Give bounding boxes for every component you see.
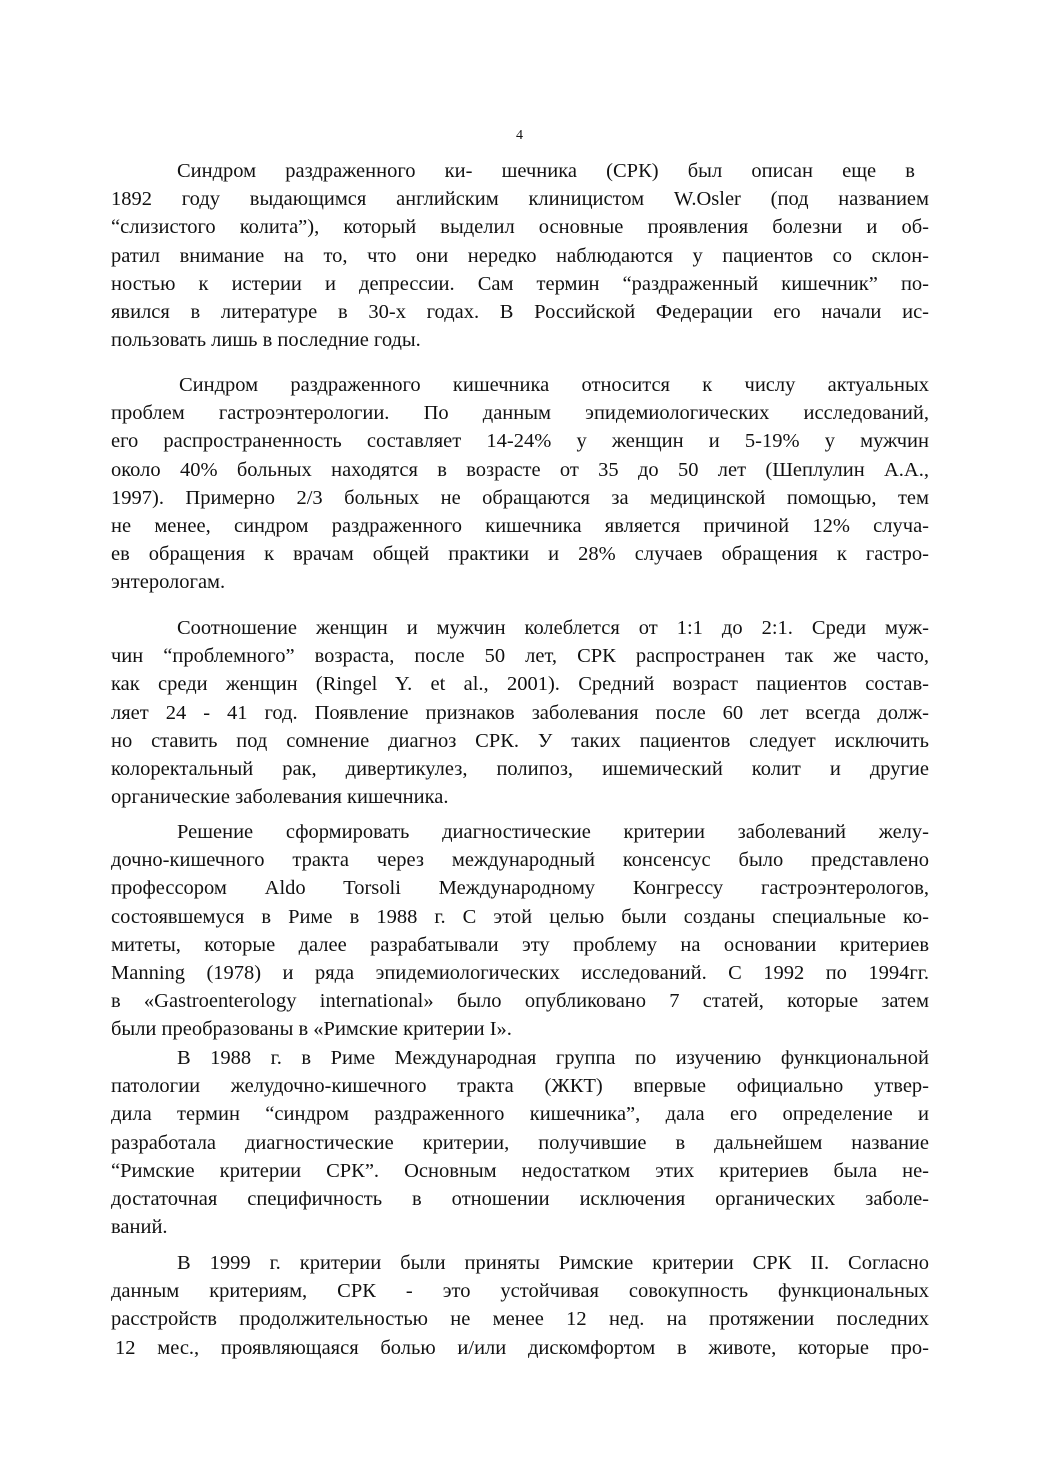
paragraph-line: но ставить под сомнение диагноз СРК. У таких пациентов следует исключить [111,729,929,752]
paragraph-line: как среди женщин (Ringel Y. et al., 2001). Средний возраст пациентов состав- [111,673,929,696]
paragraph-line: В 1999 г. критерии были приняты Римские критерии СРК II. Согласно [177,1252,929,1274]
paragraph-5 [111,1044,929,1241]
paragraph-line: В 1988 г. в Риме Международная группа по изучению функциональной [177,1047,929,1069]
paragraph-line: расстройств продолжительностью не менее 12 нед. на протяжении последних [111,1308,929,1331]
paragraph-line: его распространенность составляет 14-24% у женщин и 5-19% у мужчин [111,430,929,453]
paragraph-3 [111,614,929,811]
paragraph-line: ляет 24 - 41 год. Появление признаков заболевания после 60 лет всегда долж- [111,701,929,724]
paragraph-line: энтерологам. [111,571,226,594]
paragraph-line: колоректальный рак, дивертикулез, полипоз, ишемический колит и другие [111,757,929,780]
paragraph-line: около 40% больных находятся в возрасте от 35 до 50 лет (Шеплулин А.А., [111,458,929,481]
paragraph-line: состоявшемуся в Риме в 1988 г. С этой целью были созданы специальные ко- [111,905,929,928]
paragraph-line: в «Gastroenterology international» было опубликовано 7 статей, которые затем [111,990,929,1013]
paragraph-line: пользовать лишь в последние годы. [111,329,421,352]
paragraph-line: профессором Aldo Torsoli Международному Конгрессу гастроэнтерологов, [111,877,929,900]
paragraph-line: ностью к истерии и депрессии. Сам термин “раздраженный кишечник” по- [111,272,929,295]
paragraph-6 [111,1249,929,1362]
paragraph-line: дила термин “синдром раздраженного кишечника”, дала его определение и [111,1103,929,1126]
paragraph-line: “Римские критерии СРК”. Основным недостатком этих критериев была не- [111,1159,929,1182]
paragraph-line: дочно-кишечного тракта через международный консенсус было представлено [111,849,929,872]
paragraph-line: Manning (1978) и ряда эпидемиологических исследований. С 1992 по 1994гг. [111,961,929,984]
paragraph-line: не менее, синдром раздраженного кишечника является причиной 12% случа- [111,514,929,537]
paragraph-line: разработала диагностические критерии, получившие в дальнейшем название [111,1131,929,1154]
paragraph-line: явился в литературе в 30-х годах. В Российской Федерации его начали ис- [111,300,929,323]
paragraph-line: патологии желудочно-кишечного тракта (ЖКТ) впервые официально утвер- [111,1075,929,1098]
paragraph-2 [111,371,929,597]
paragraph-1 [111,157,929,354]
paragraph-line: “слизистого колита”), который выделил основные проявления болезни и об- [111,216,929,239]
paragraph-line: ратил внимание на то, что они нередко наблюдаются у пациентов со склон- [111,244,929,267]
paragraph-line: Соотношение женщин и мужчин колеблется от 1:1 до 2:1. Среди муж- [177,617,929,639]
paragraph-line: 12 мес., проявляющаяся болью и/или дискомфортом в животе, которые про- [115,1336,929,1359]
paragraph-line: 1997). Примерно 2/3 больных не обращаются за медицинской помощью, тем [111,486,929,509]
paragraph-line: данным критериям, СРК - это устойчивая совокупность функциональных [111,1280,929,1303]
paragraph-line: чин “проблемного” возраста, после 50 лет, СРК распространен так же часто, [111,645,929,668]
paragraph-line: достаточная специфичность в отношении исключения органических заболе- [111,1187,929,1210]
paragraph-line: органические заболевания кишечника. [111,786,449,809]
paragraph-line: Синдром раздраженного кишечника относится к числу актуальных [179,374,929,396]
paragraph-4 [111,818,929,1044]
paragraph-line: 1892 году выдающимся английским клиницистом W.Osler (под названием [111,188,929,211]
paragraph-line: ваний. [111,1216,168,1239]
page-number: 4 [516,128,523,143]
paragraph-line: были преобразованы в «Римские критерии I». [111,1018,512,1041]
paragraph-line: ев обращения к врачам общей практики и 28% случаев обращения к гастро- [111,543,929,566]
paragraph-line: Решение сформировать диагностические критерии заболеваний желу- [177,821,929,843]
paragraph-line: проблем гастроэнтерологии. По данным эпидемиологических исследований, [111,402,929,425]
paragraph-line: Синдром раздраженного ки- шечника (СРК) был описан еще в [177,160,915,182]
paragraph-line: митеты, которые далее разрабатывали эту проблему на основании критериев [111,933,929,956]
